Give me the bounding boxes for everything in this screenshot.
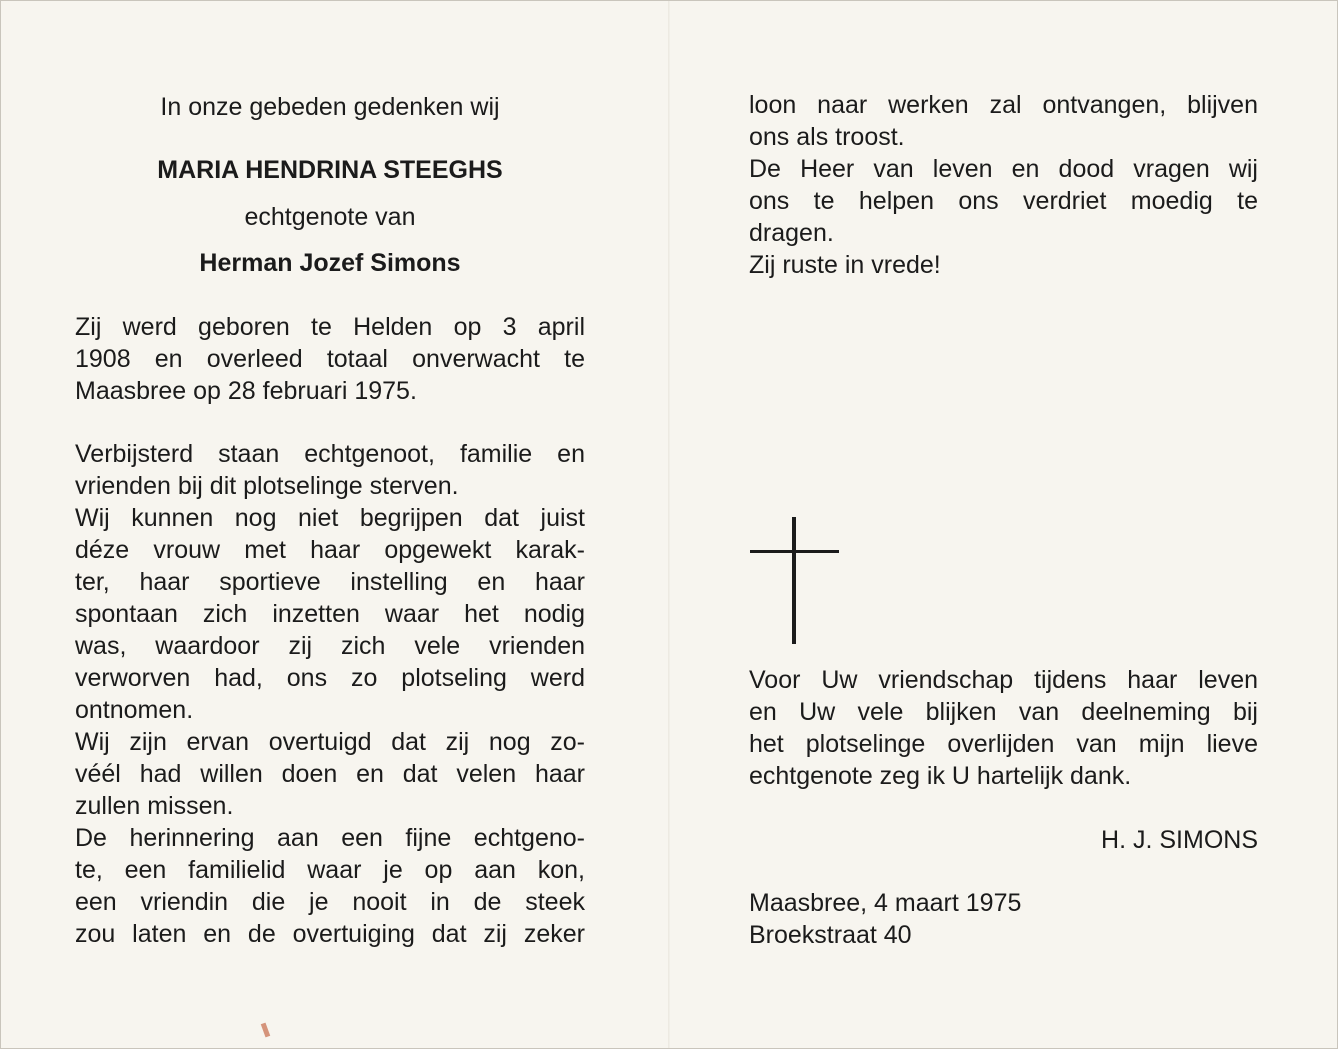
text-line: Verbijsterd staan echtgenoot, familie en (75, 440, 585, 468)
text-line: Maasbree op 28 februari 1975. (75, 377, 417, 405)
text-line: De Heer van leven en dood vragen wij (749, 155, 1258, 183)
text-line: ter, haar sportieve instelling en haar (75, 568, 585, 596)
text-line: een vriendin die je nooit in de steek (75, 888, 585, 916)
text-line: dragen. (749, 219, 834, 247)
intro-line: In onze gebeden gedenken wij (160, 93, 500, 121)
fold-line (668, 1, 670, 1048)
text-line: Wij kunnen nog niet begrijpen dat juist (75, 504, 585, 532)
text-line: 1908 en overleed totaal onverwacht te (75, 345, 585, 373)
place-date: Maasbree, 4 maart 1975 (749, 889, 1022, 917)
text-line: echtgenote zeg ik U hartelijk dank. (749, 762, 1132, 790)
text-line: spontaan zich inzetten waar het nodig (75, 600, 585, 628)
text-line: was, waardoor zij zich vele vrienden (75, 632, 585, 660)
text-line: Wij zijn ervan overtuigd dat zij nog zo- (75, 728, 585, 756)
text-line: verworven had, ons zo plotseling werd (75, 664, 585, 692)
address: Broekstraat 40 (749, 921, 912, 949)
signature: H. J. SIMONS (1101, 826, 1258, 854)
text-line: ontnomen. (75, 696, 194, 724)
text-line: ons als troost. (749, 123, 905, 151)
paper-speck (261, 1023, 270, 1038)
text-line: Voor Uw vriendschap tijdens haar leven (749, 666, 1258, 694)
text-line: De herinnering aan een fijne echtgeno- (75, 824, 585, 852)
text-line: Zij werd geboren te Helden op 3 april (75, 313, 585, 341)
text-line: het plotselinge overlijden van mijn lieve (749, 730, 1258, 758)
spouse-name: Herman Jozef Simons (199, 249, 461, 277)
text-line: véél had willen doen en dat velen haar (75, 760, 585, 788)
text-line: zullen missen. (75, 792, 234, 820)
text-line: en Uw vele blijken van deelneming bij (749, 698, 1258, 726)
deceased-name: MARIA HENDRINA STEEGHS (157, 156, 503, 184)
text-line: déze vrouw met haar opgewekt karak- (75, 536, 585, 564)
text-line: te, een familielid waar je op aan kon, (75, 856, 585, 884)
text-line: loon naar werken zal ontvangen, blijven (749, 91, 1258, 119)
text-line: Zij ruste in vrede! (749, 251, 941, 279)
text-line: vrienden bij dit plotselinge sterven. (75, 472, 459, 500)
text-line: zou laten en de overtuiging dat zij zeker (75, 920, 585, 948)
text-line: ons te helpen ons verdriet moedig te (749, 187, 1258, 215)
spouse-label: echtgenote van (244, 203, 416, 231)
